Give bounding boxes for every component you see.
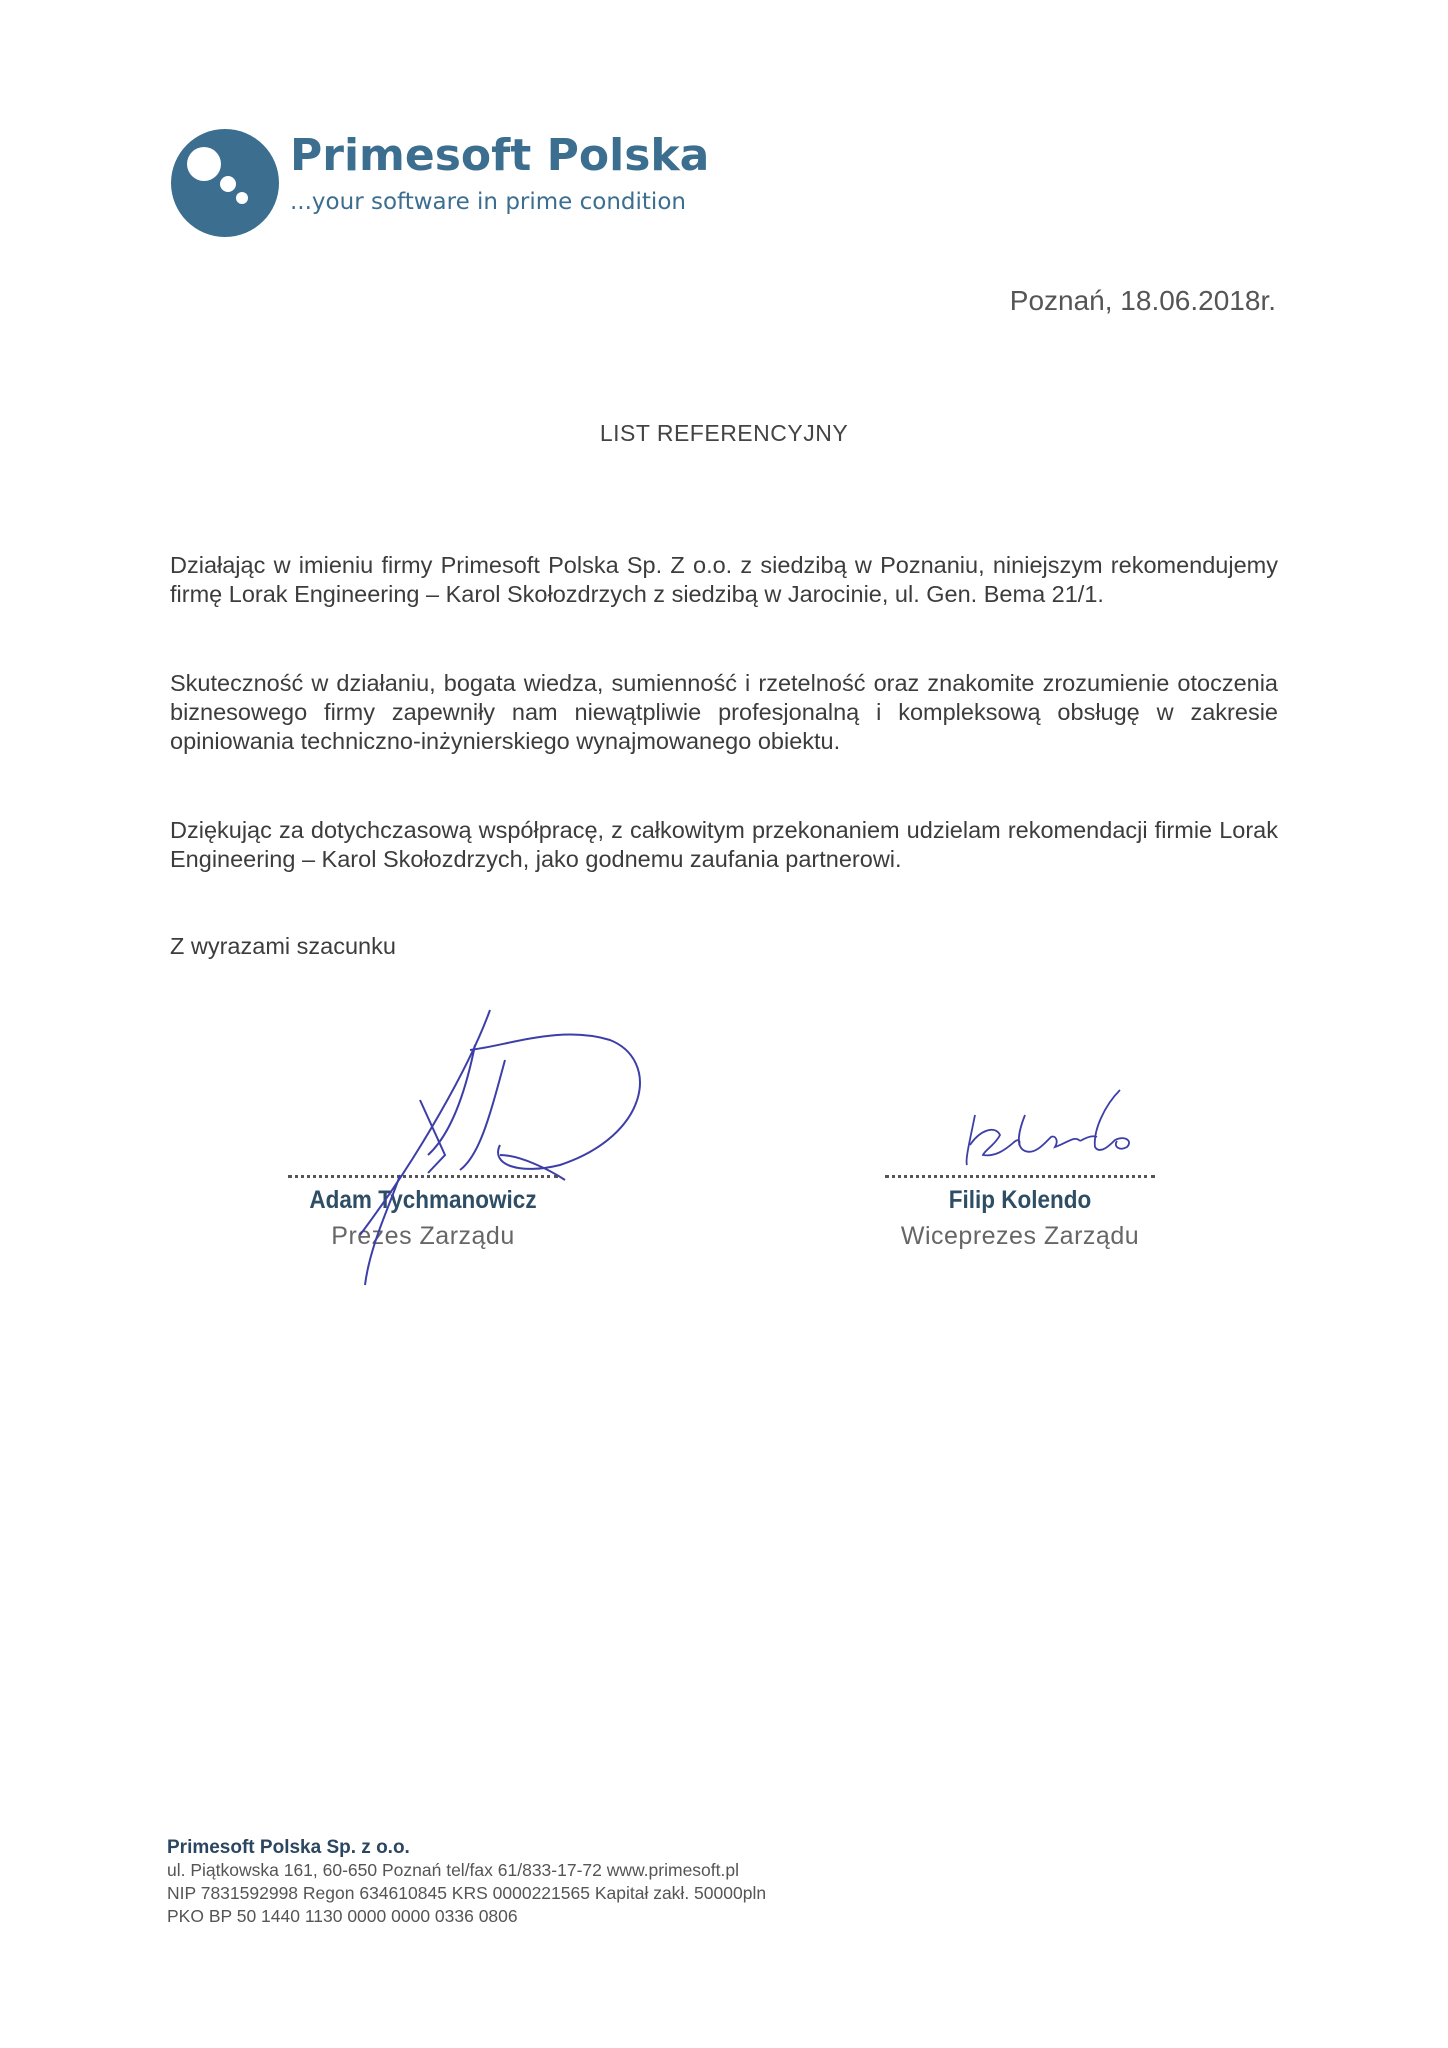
footer-address: ul. Piątkowska 161, 60-650 Poznań tel/fax 61/833-17-72 www.primesoft.pl [167,1860,739,1880]
footer-company-name: Primesoft Polska Sp. z o.o. [167,1837,410,1858]
footer-registry: NIP 7831592998 Regon 634610845 KRS 0000221565 Kapitał zakł. 50000pln [167,1883,767,1903]
company-name: Primesoft Polska [290,130,710,181]
company-tagline: ...your software in prime condition [290,189,686,215]
signer-role: Prezes Zarządu [331,1222,515,1250]
paragraph: Działając w imieniu firmy Primesoft Polska Sp. Z o.o. z siedzibą w Poznaniu, niniejszym rekomendujemy firmę Lorak Engineering – Karol Skołozdrzych z siedzibą w Jarocinie, ul. Gen. Bema 21/1. [170,552,1278,607]
signature-line [288,1175,558,1178]
signer-name: Adam Tychmanowicz [309,1186,537,1214]
signature-line [885,1175,1155,1178]
handwritten-signature-left [300,1005,660,1295]
bubbles-logo-icon [170,128,280,238]
signer-role: Wiceprezes Zarządu [900,1222,1140,1250]
paragraph: Dziękując za dotychczasową współpracę, z całkowitym przekonaniem udzielam rekomendacji firmie Lorak Engineering – Karol Skołozdrzych, jako godnemu zaufania partnerowi. [170,817,1278,872]
footer [167,1836,766,1928]
paragraph: Skuteczność w działaniu, bogata wiedza, sumienność i rzetelność oraz znakomite zrozumienie otoczenia biznesowego firmy zapewniły nam niewątpliwie profesjonalną i kompleksową obsługę w zakresie opiniowania techniczno-inżynierskiego wynajmowanego obiektu. [170,670,1278,754]
handwritten-signature-right [955,1085,1175,1175]
closing-phrase: Z wyrazami szacunku [170,933,396,959]
letter-date: Poznań, 18.06.2018r. [1009,285,1276,316]
document-title: LIST REFERENCYJNY [599,420,849,446]
signer-name: Filip Kolendo [948,1186,1092,1214]
footer-bank-account: PKO BP 50 1440 1130 0000 0000 0336 0806 [167,1906,518,1926]
